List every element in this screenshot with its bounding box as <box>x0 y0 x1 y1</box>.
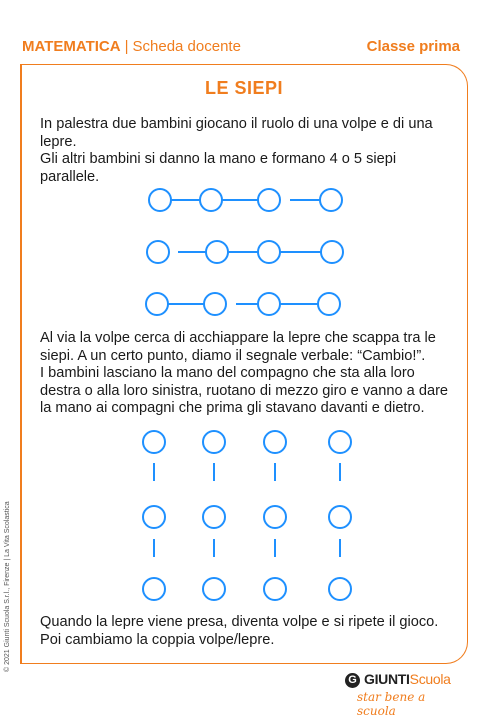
hedge-column-4 <box>329 431 351 600</box>
child-circle <box>203 431 225 453</box>
ending-text: Quando la lepre viene presa, diventa volpe e si ripete il gioco. Poi cambiamo la coppia volpe/lepre. <box>40 614 439 648</box>
rules-paragraph <box>40 330 455 418</box>
publisher-logo <box>345 668 465 718</box>
child-circle <box>203 506 225 528</box>
child-circle <box>264 578 286 600</box>
vertical-hedges <box>143 431 351 600</box>
sheet-type: Scheda docente <box>132 38 241 55</box>
logo-mark-icon: G <box>345 673 360 688</box>
logo-brand-scuola: Scuola <box>409 671 451 687</box>
child-circle <box>329 506 351 528</box>
copyright-notice: © 2021 Giunti Scuola S.r.l., Firenze | La Vita Scolastica <box>4 501 11 672</box>
child-circle <box>143 578 165 600</box>
subject-name: MATEMATICA <box>22 38 121 55</box>
rules-text: Al via la volpe cerca di acchiappare la lepre che scappa tra le siepi. A un certo punto, diamo il segnale verbale: “Cambio!”. I bambini lasciano la mano del compagno che sta alla loro destra o alla loro sinistra, ruotano di mezzo giro e vanno a dare la mano ai compagni che prima gli stavano davanti e dietro. <box>40 330 449 416</box>
logo-tagline: star bene a scuola <box>357 690 426 718</box>
child-circle <box>320 189 342 211</box>
child-circle <box>258 189 280 211</box>
page-title: LE SIEPI <box>204 78 284 98</box>
hedge-row-2 <box>147 241 343 263</box>
child-circle <box>204 293 226 315</box>
child-circle <box>321 241 343 263</box>
ending-paragraph <box>40 614 455 649</box>
logo-brand-giunti: GIUNTI <box>364 671 410 687</box>
intro-text: In palestra due bambini giocano il ruolo di una volpe e di una lepre. Gli altri bambini si danno la mano e formano 4 o 5 siepi parallele. <box>40 116 433 185</box>
hedge-column-1 <box>143 431 165 600</box>
child-circle <box>203 578 225 600</box>
horizontal-hedges <box>146 189 343 315</box>
grade-label: Classe prima <box>366 38 460 55</box>
child-circle <box>258 241 280 263</box>
child-circle <box>143 431 165 453</box>
child-circle <box>143 506 165 528</box>
child-circle <box>200 189 222 211</box>
header-separator: | <box>124 38 129 55</box>
hedge-column-2 <box>203 431 225 600</box>
child-circle <box>329 431 351 453</box>
child-circle <box>147 241 169 263</box>
child-circle <box>329 578 351 600</box>
child-circle <box>264 506 286 528</box>
child-circle <box>318 293 340 315</box>
hedge-row-3 <box>146 293 340 315</box>
child-circle <box>264 431 286 453</box>
child-circle <box>206 241 228 263</box>
hedge-row-1 <box>149 189 342 211</box>
child-circle <box>258 293 280 315</box>
hedge-column-3 <box>264 431 286 600</box>
child-circle <box>146 293 168 315</box>
logo-brand <box>364 671 451 687</box>
child-circle <box>149 189 171 211</box>
